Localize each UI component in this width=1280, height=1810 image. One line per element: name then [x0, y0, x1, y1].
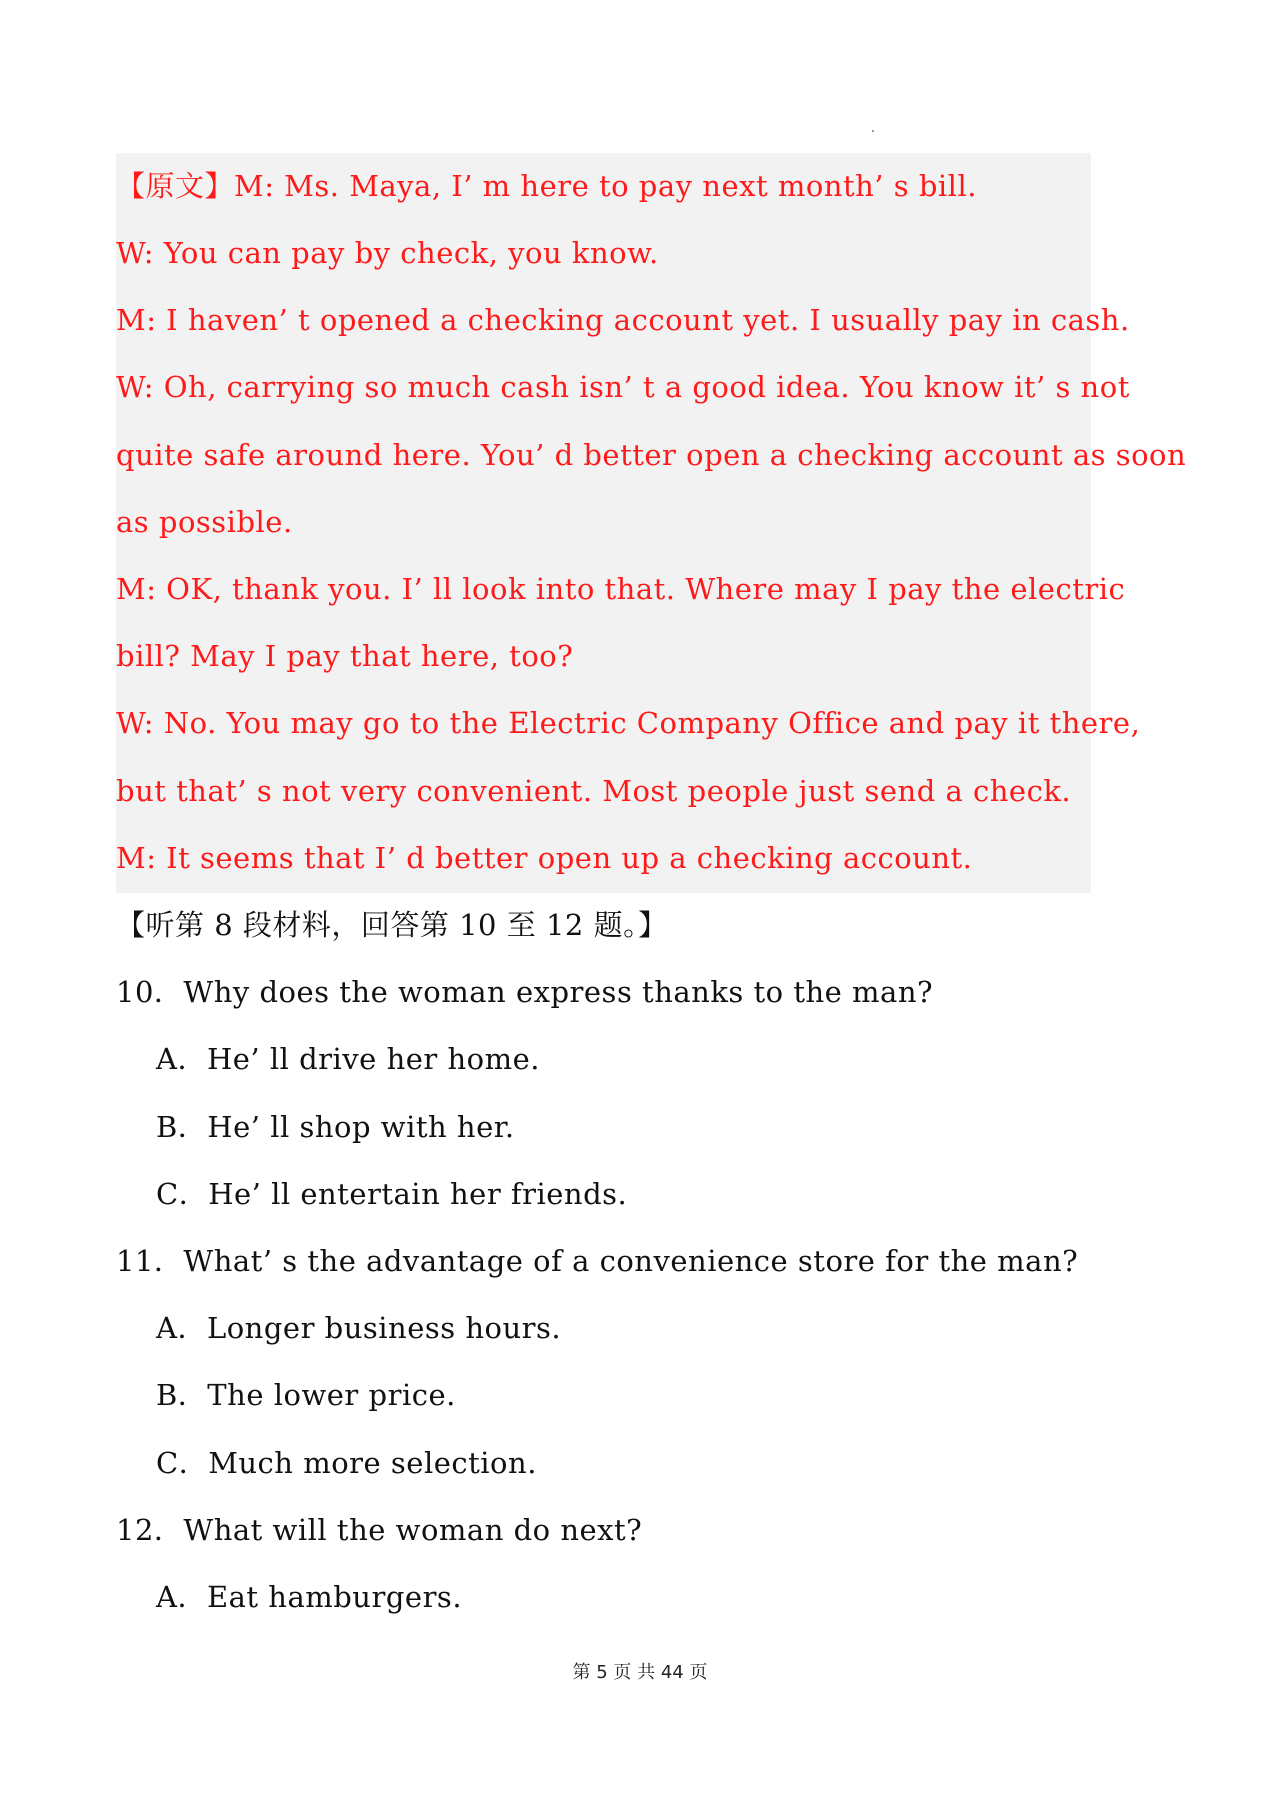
answer-option: B．The lower price. — [156, 1378, 456, 1412]
transcript-line: M: It seems that I’ d better open up a checking account. — [116, 841, 973, 875]
page-footer: 第 5 页 共 44 页 — [572, 1662, 708, 1683]
question-stem: 11．What’ s the advantage of a convenience store for the man? — [116, 1244, 1079, 1278]
question-stem: 12．What will the woman do next? — [116, 1513, 643, 1547]
answer-option: C．Much more selection. — [156, 1446, 537, 1480]
transcript-line: as possible. — [116, 505, 293, 539]
transcript-line: W: You can pay by check, you know. — [116, 236, 659, 270]
answer-option: A．Longer business hours. — [156, 1311, 562, 1345]
transcript-line: W: Oh, carrying so much cash isn’ t a good idea. You know it’ s not — [116, 370, 1130, 404]
transcript-line: W: No. You may go to the Electric Company Office and pay it there, — [116, 706, 1141, 740]
transcript-line: M: OK, thank you. I’ ll look into that. Where may I pay the electric — [116, 572, 1126, 606]
transcript-line: 【原文】M: Ms. Maya, I’ m here to pay next month’ s bill. — [116, 169, 977, 203]
answer-option: A．Eat hamburgers. — [156, 1580, 463, 1614]
answer-option: C．He’ ll entertain her friends. — [156, 1177, 628, 1211]
transcript-line: quite safe around here. You’ d better open a checking account as soon — [116, 438, 1187, 472]
transcript-line: but that’ s not very convenient. Most people just send a check. — [116, 774, 1072, 808]
transcript-line: bill? May I pay that here, too? — [116, 639, 574, 673]
answer-option: B．He’ ll shop with her. — [156, 1110, 515, 1144]
transcript-line: M: I haven’ t opened a checking account yet. I usually pay in cash. — [116, 303, 1130, 337]
question-stem: 10．Why does the woman express thanks to the man? — [116, 975, 934, 1009]
speck — [872, 130, 874, 132]
section-heading: 【听第 8 段材料，回答第 10 至 12 题。】 — [116, 908, 668, 942]
answer-option: A．He’ ll drive her home. — [156, 1042, 541, 1076]
